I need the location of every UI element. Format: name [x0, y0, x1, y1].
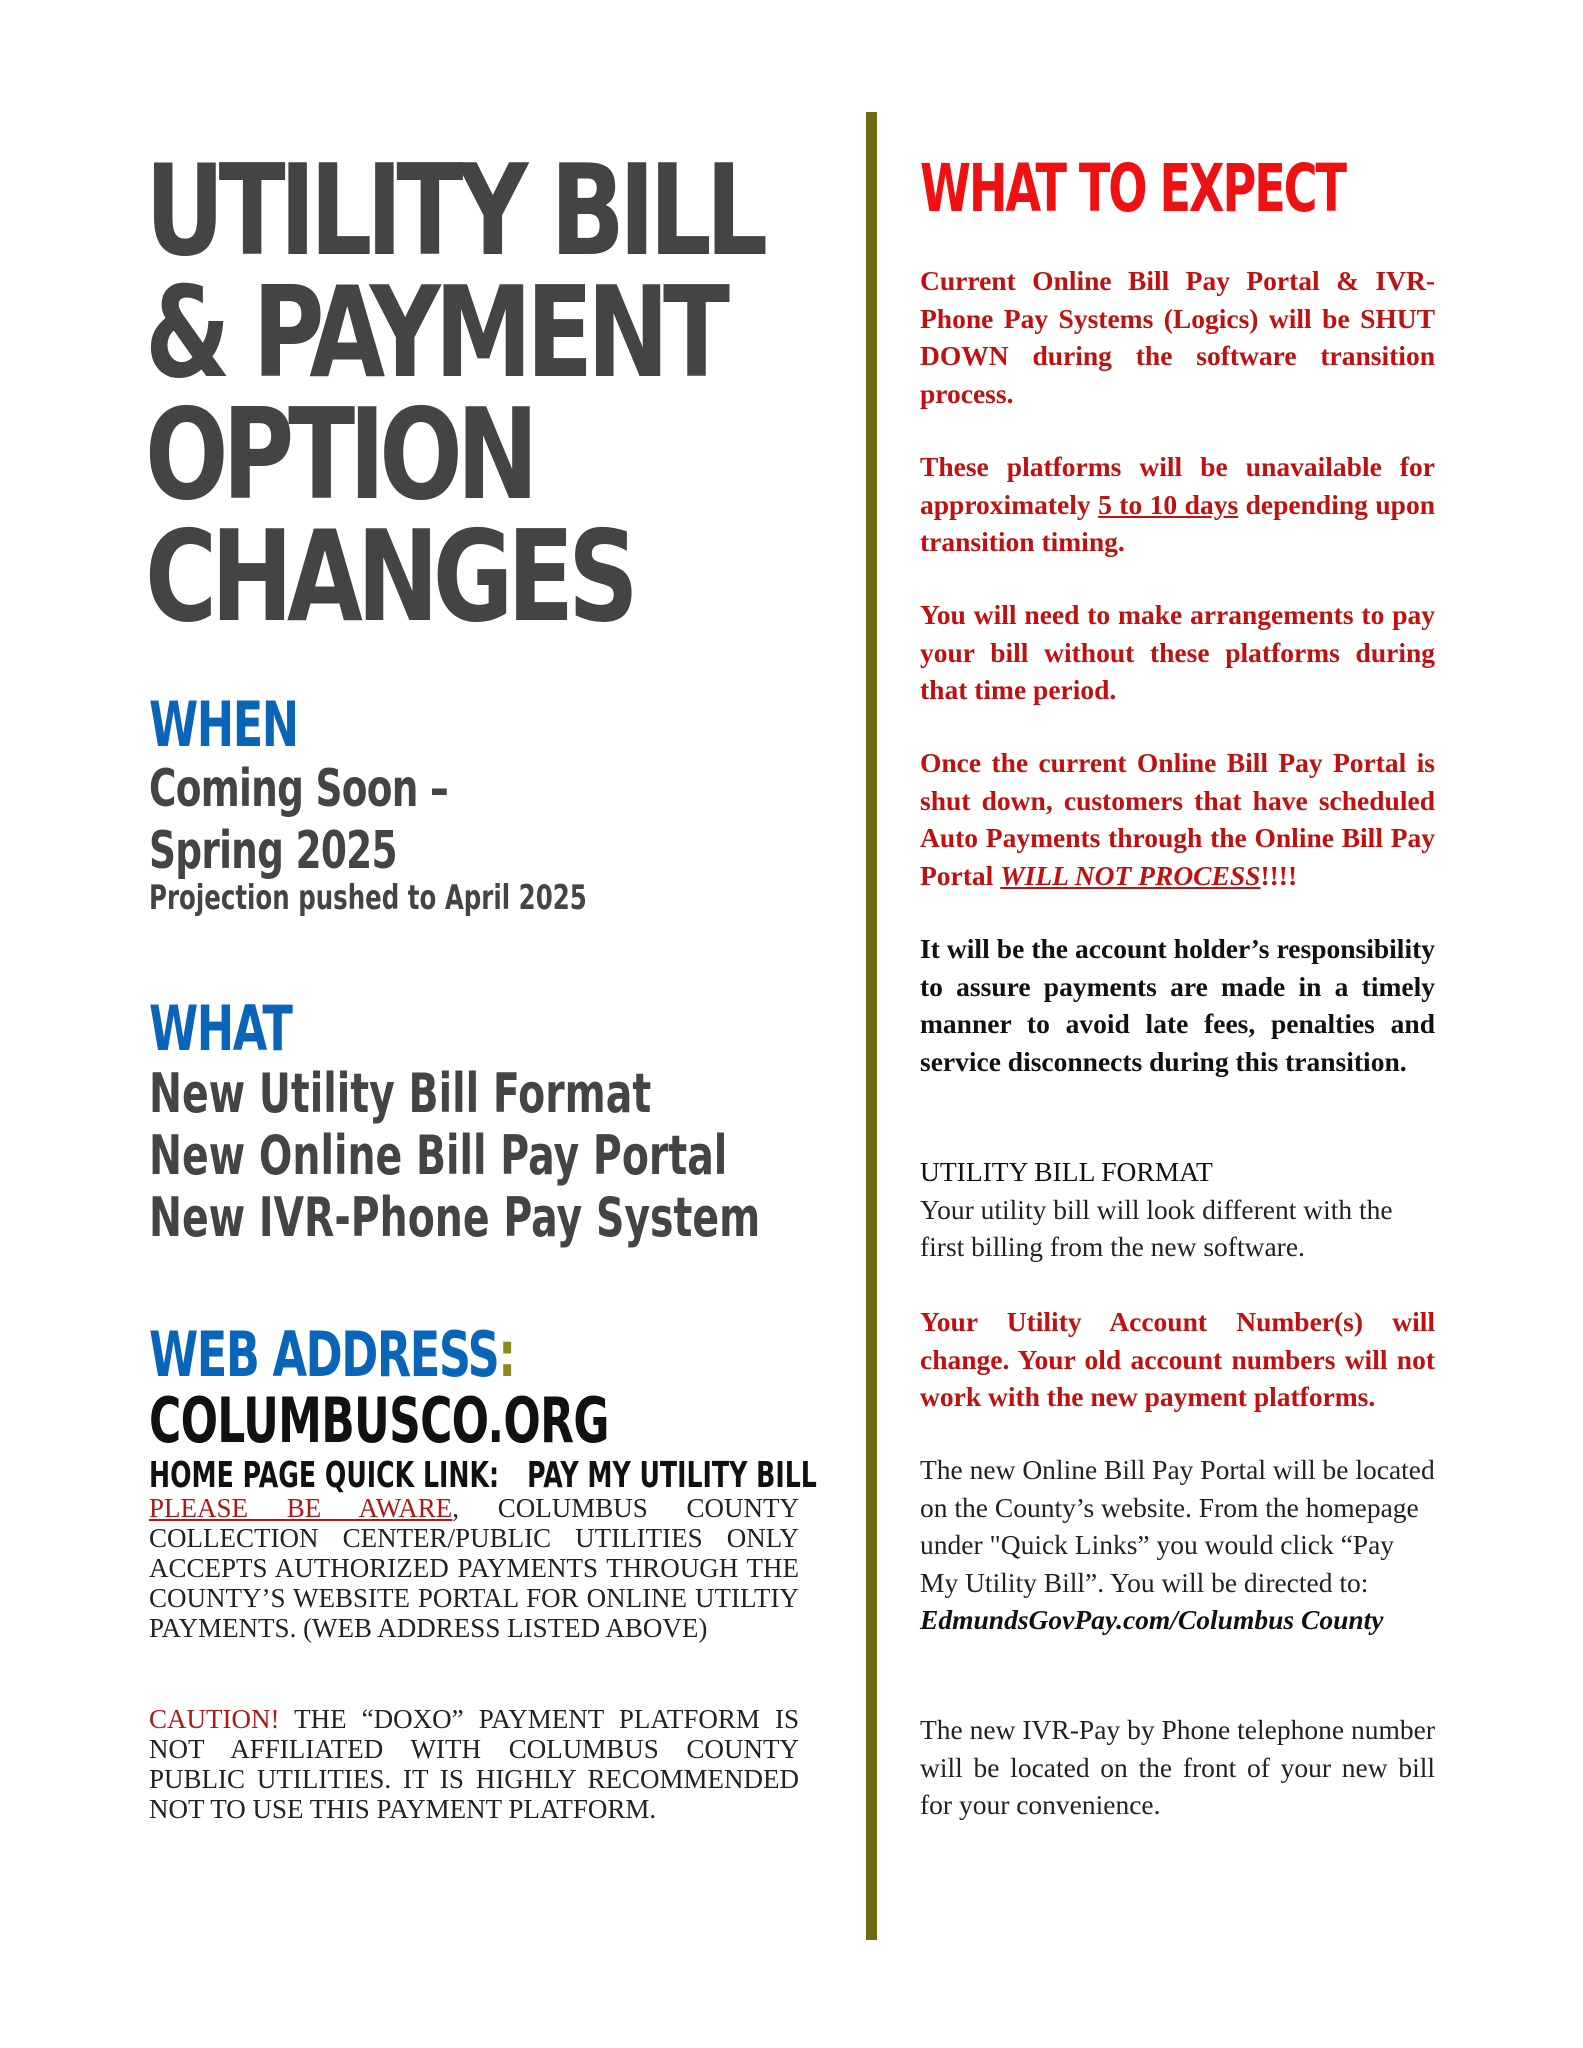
autopay-text-b: !!!!	[1260, 859, 1298, 891]
caution-text: THE “DOXO” PAYMENT PLATFORM IS NOT AFFILIATED WITH COLUMBUS COUNTY PUBLIC UTILITIES. IT IS HIGHLY RECOMMENDED NOT TO USE THIS PAYMENT PLATFORM.	[149, 1704, 799, 1824]
autopay-text-a: Once the current Online Bill Pay Portal is shut down, customers that have scheduled Auto Payments through the Online Bill Pay Portal	[920, 747, 1435, 891]
expect-paragraph-responsibility: It will be the account holder’s responsibility to assure payments are made in a timely manner to avoid late fees, penalties and service disconnects during this transition.	[920, 933, 1435, 1077]
when-heading: WHEN	[149, 688, 298, 761]
quick-link-label: HOME PAGE QUICK LINK:	[149, 1455, 500, 1496]
autopay-warning: WILL NOT PROCESS	[1000, 859, 1261, 891]
unavailable-duration: 5 to 10 days	[1098, 488, 1239, 520]
expect-paragraph-unavailable	[920, 448, 1435, 561]
expect-paragraph-account-number: Your Utility Account Number(s) will change. Your old account numbers will not work with the new payment platforms.	[920, 1306, 1435, 1412]
portal-text: The new Online Bill Pay Portal will be located on the County’s website. From the homepage under "Quick Links” you would click “Pay My Utility Bill”. You will be directed to:	[920, 1454, 1435, 1598]
caution-label: CAUTION!	[149, 1704, 280, 1734]
aware-notice	[149, 1493, 799, 1643]
what-item: New IVR-Phone Pay System	[149, 1186, 761, 1249]
page-title	[145, 137, 762, 650]
when-line: Spring 2025	[149, 821, 397, 881]
title-line: CHANGES	[145, 503, 633, 650]
expect-paragraph-shutdown: Current Online Bill Pay Portal & IVR-Phone Pay Systems (Logics) will be SHUT DOWN during the software transition process.	[920, 265, 1435, 409]
format-text: Your utility bill will look different with the first billing from the new software.	[920, 1193, 1393, 1262]
what-item: New Utility Bill Format	[149, 1062, 652, 1125]
what-list	[149, 1063, 760, 1249]
column-divider	[866, 112, 877, 1940]
what-heading: WHAT	[149, 992, 292, 1065]
what-to-expect-heading: WHAT TO EXPECT	[920, 150, 1345, 227]
left-column	[145, 137, 795, 650]
format-heading: UTILITY BILL FORMAT	[920, 1156, 1213, 1187]
aware-text: , COLUMBUS COUNTY COLLECTION CENTER/PUBLIC UTILITIES ONLY ACCEPTS AUTHORIZED PAYMENTS THROUGH THE COUNTY’S WEBSITE PORTAL FOR ONLINE UTILTIY PAYMENTS. (WEB ADDRESS LISTED ABOVE)	[149, 1493, 799, 1643]
title-line: OPTION	[145, 381, 533, 528]
expect-paragraph-ivr: The new IVR-Pay by Phone telephone number will be located on the front of your new bill for your convenience.	[920, 1714, 1435, 1820]
aware-label: PLEASE BE AWARE	[149, 1493, 453, 1523]
title-line: & PAYMENT	[145, 259, 724, 406]
when-text	[149, 758, 448, 882]
unavailable-text-a: These platforms will be unavailable for approximately	[920, 451, 1435, 520]
projection-note: Projection pushed to April 2025	[149, 878, 587, 918]
title-line: UTILITY BILL	[145, 137, 762, 284]
format-section	[920, 1153, 1435, 1266]
web-address-url[interactable]: COLUMBUSCO.ORG	[149, 1384, 609, 1457]
caution-notice	[149, 1704, 799, 1824]
when-line: Coming Soon –	[149, 759, 448, 819]
web-address-heading	[149, 1318, 515, 1391]
unavailable-text-b: depending upon transition timing.	[920, 488, 1436, 557]
web-address-label: WEB ADDRESS	[149, 1318, 499, 1391]
expect-paragraph-autopay	[920, 744, 1435, 894]
quick-link-value[interactable]: PAY MY UTILITY BILL	[527, 1455, 817, 1496]
quick-link-line	[149, 1455, 817, 1496]
expect-paragraph-portal	[920, 1451, 1435, 1639]
web-address-colon: :	[498, 1318, 515, 1391]
expect-paragraph-arrangements: You will need to make arrangements to pay your bill without these platforms during that time period.	[920, 599, 1435, 705]
what-item: New Online Bill Pay Portal	[149, 1124, 728, 1187]
portal-link[interactable]: EdmundsGovPay.com/Columbus County	[920, 1604, 1384, 1635]
